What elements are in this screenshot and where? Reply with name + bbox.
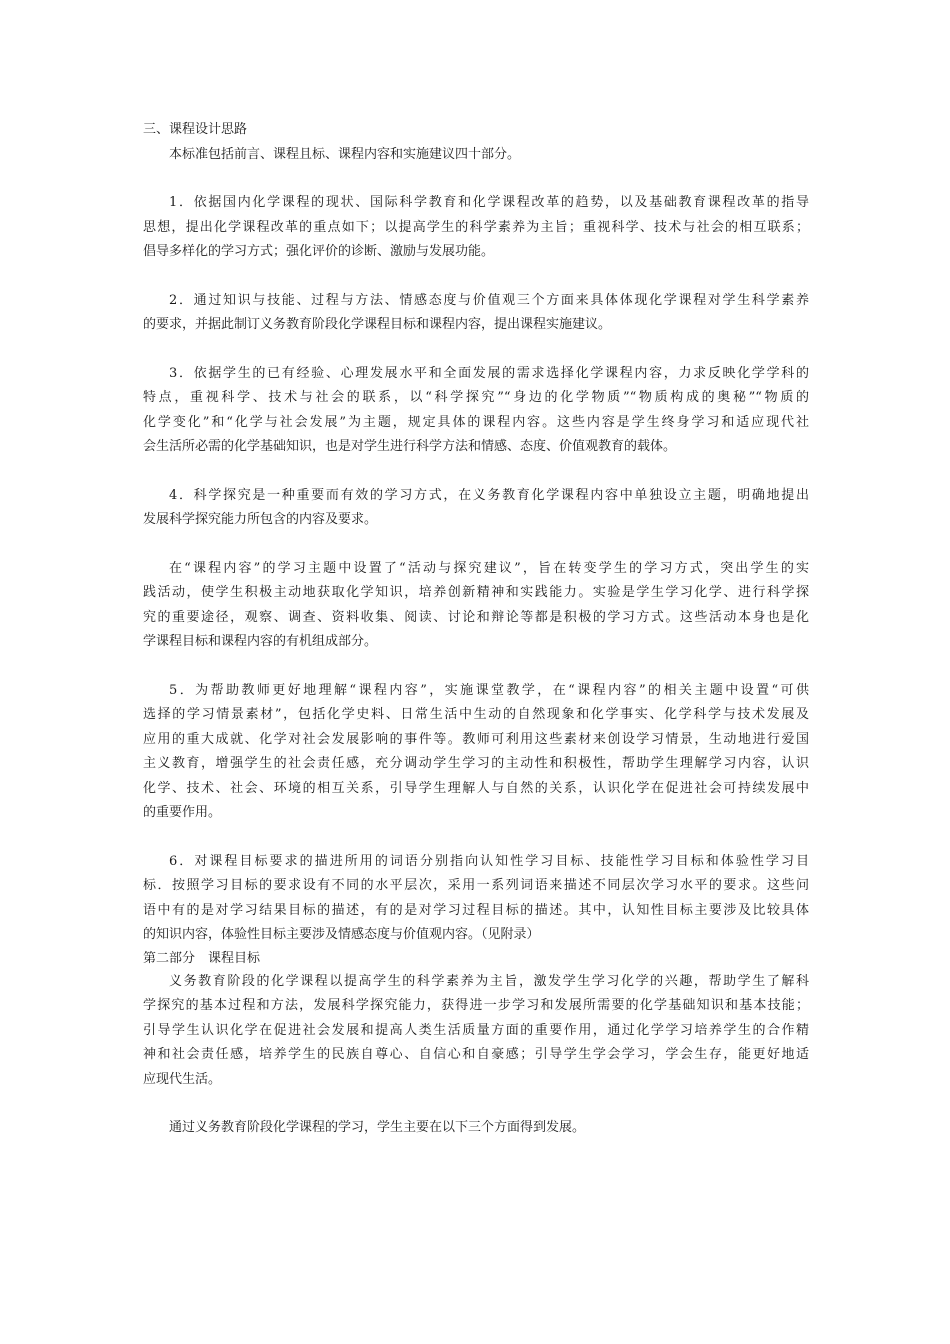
paragraph-line: 化学变化”和“化学与社会发展”为主题，规定具体的课程内容。这些内容是学生终身学习和适应现代社: [143, 414, 809, 430]
paragraph-line: 2．通过知识与技能、过程与方法、情感态度与价值观三个方面来具体体现化学课程对学生科学素养: [169, 292, 809, 308]
paragraph-line: 思想，提出化学课程改革的重点如下；以提高学生的科学素养为主旨；重视科学、技术与社会的相互联系；: [143, 219, 809, 235]
paragraph-4: [143, 484, 809, 533]
paragraph-5: [143, 557, 809, 655]
spacer: [143, 826, 809, 850]
paragraph-line: 特点，重视科学、技术与社会的联系，以“科学探究”“身边的化学物质”“物质构成的奥秘”“物质的: [143, 390, 809, 405]
document-page: [143, 118, 809, 1141]
paragraph-2: [143, 289, 809, 338]
paragraph-line: 的知识内容，体验性目标主要涉及情感态度与价值观内容。（见附录）: [143, 927, 540, 942]
spacer: [143, 655, 809, 679]
paragraph-line: 神和社会责任感，培养学生的民族自尊心、自信心和自豪感；引导学生学会学习，学会生存，能更好地适: [143, 1047, 809, 1062]
paragraph-line: 引导学生认识化学在促进社会发展和提高人类生活质量方面的重要作用，通过化学学习培养学生的合作精: [143, 1022, 809, 1038]
paragraph-line: 5．为帮助教师更好地理解“课程内容”，实施课堂教学，在“课程内容”的相关主题中设置“可供: [169, 682, 809, 698]
paragraph-line: 的重要作用。: [143, 805, 222, 820]
paragraph-line: 究的重要途径，观察、调查、资料收集、阅读、讨论和辩论等都是积极的学习方式。这些活动本身也是化: [143, 609, 809, 625]
paragraph-7: [143, 850, 809, 948]
paragraph-line: 4．科学探究是一种重要而有效的学习方式，在义务教育化学课程内容中单独设立主题，明确地提出: [169, 487, 809, 503]
intro-line: 本标准包括前言、课程且标、课程内容和实施建议四十部分。: [169, 146, 521, 162]
spacer: [143, 460, 809, 484]
paragraph-line: 语中有的是对学习结果目标的描述，有的是对学习过程目标的描述。其中，认知性目标主要涉及比较具体: [143, 902, 809, 918]
paragraph-line: 的要求，并据此制订义务教育阶段化学课程目标和课程内容，提出课程实施建议。: [143, 317, 612, 332]
paragraph-line: 践活动，使学生积极主动地获取化学知识，培养创新精神和实践能力。实验是学生学习化学、进行科学探: [143, 585, 809, 600]
spacer: [143, 167, 809, 191]
paragraph-line: 标．按照学习目标的要求设有不同的水平层次，采用一系列词语来描述不同层次学习水平的要求。这些问: [143, 878, 809, 893]
part2-paragraph: [143, 970, 809, 1093]
paragraph-line: 发展科学探究能力所包含的内容及要求。: [143, 512, 378, 527]
spacer: [143, 265, 809, 289]
paragraph-line: 在“课程内容”的学习主题中设置了“活动与探究建议”，旨在转变学生的学习方式，突出学生的实: [169, 560, 809, 576]
paragraph-line: 主义教育，增强学生的社会责任感，充分调动学生学习的主动性和积极性，帮助学生理解学习内容，认识: [143, 756, 809, 771]
spacer: [143, 1092, 809, 1116]
paragraph-line: 应用的重大成就、化学对社会发展影响的事件等。教师可利用这些素材来创设学习情景，生动地进行爱国: [143, 731, 809, 747]
spacer: [143, 533, 809, 557]
paragraph-line: 1．依据国内化学课程的现状、国际科学教育和化学课程改革的趋势，以及基础教育课程改革的指导: [169, 195, 809, 210]
paragraph-3: [143, 362, 809, 460]
paragraph-line: 6．对课程目标要求的描进所用的词语分别指向认知性学习目标、技能性学习目标和体验性学习目: [169, 853, 809, 869]
paragraph-line: 选择的学习情景素材”，包括化学史料、日常生活中生动的自然现象和化学事实、化学科学与技术发展及: [143, 707, 809, 722]
paragraph-line: 倡导多样化的学习方式；强化评价的诊断、激励与发展功能。: [143, 244, 495, 259]
spacer: [143, 338, 809, 362]
paragraph-1: [143, 191, 809, 265]
paragraph-line: 会生活所必需的化学基础知识，也是对学生进行科学方法和情感、态度、价值观教育的载体。: [143, 439, 677, 454]
paragraph-6: [143, 679, 809, 826]
part2-heading: 第二部分 课程目标: [143, 950, 261, 966]
paragraph-line: 3．依据学生的已有经验、心理发展水平和全面发展的需求选择化学课程内容，力求反映化学学科的: [169, 365, 809, 381]
paragraph-line: 义务教育阶段的化学课程以提高学生的科学素养为主旨，激发学生学习化学的兴趣，帮助学生了解科: [169, 973, 809, 989]
section-heading: 三、课程设计思路: [143, 122, 248, 137]
paragraph-line: 应现代生活。: [143, 1071, 222, 1087]
closing-line: 通过义务教育阶段化学课程的学习，学生主要在以下三个方面得到发展。: [169, 1120, 586, 1135]
paragraph-line: 学探究的基本过程和方法，发展科学探究能力，获得进一步学习和发展所需要的化学基础知识和基本技能；: [143, 998, 809, 1013]
paragraph-line: 化学、技术、社会、环境的相互关系，引导学生理解人与自然的关系，认识化学在促进社会可持续发展中: [143, 780, 809, 796]
paragraph-line: 学课程目标和课程内容的有机组成部分。: [143, 634, 378, 649]
